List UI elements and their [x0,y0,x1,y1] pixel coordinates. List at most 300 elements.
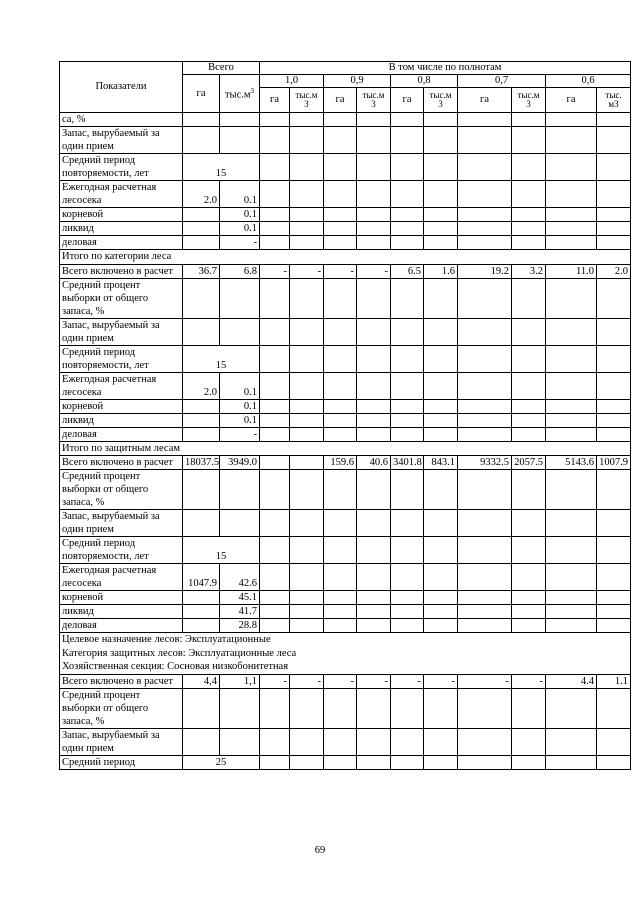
cell-d09_m3 [357,591,391,605]
cell-d06_m3 [597,318,631,345]
cell-d08_ha [391,510,424,537]
table-row [60,127,631,154]
cell-d10_ha [260,688,290,728]
row-label: ликвид [60,605,183,619]
cell-d09_ha [324,688,357,728]
cell-total_ha [183,318,220,345]
density-header: 1,0 [260,75,324,88]
cell-d08_ha: 6.5 [391,264,424,278]
m3-subheader-last [597,88,631,113]
cell-d08_m3 [424,564,458,591]
cell-d10_ha [260,456,290,470]
cell-d10_m3 [290,456,324,470]
cell-d10_ha [260,181,290,208]
cell-d08_m3 [424,537,458,564]
cell-d06_ha [546,154,597,181]
cell-d09_ha [324,113,357,127]
table-row [60,591,631,605]
cell-total_ha: 2.0 [183,372,220,399]
cell-d10_m3 [290,372,324,399]
cell-d08_ha [391,181,424,208]
cell-d10_ha [260,728,290,755]
cell-total_m3: 28.8 [220,619,260,633]
cell-total_ha: 1047.9 [183,564,220,591]
cell-d09_m3 [357,399,391,413]
table-row [60,154,631,181]
cell-d10_ha [260,755,290,769]
cell-d09_m3 [357,427,391,441]
cell-d10_m3 [290,181,324,208]
table-row [60,399,631,413]
row-label: деловая [60,427,183,441]
cell-d09_m3 [357,605,391,619]
cell-d10_m3 [290,113,324,127]
m3-subheader-sup: 3 [304,99,309,109]
cell-total_ha [183,427,220,441]
row-label: Запас, вырубаемый за один прием [60,510,183,537]
row-label: Средний период повторяемости, лет [60,154,183,181]
cell-d09_ha [324,755,357,769]
cell-total_ha [183,127,220,154]
cell-total_m3 [220,470,260,510]
cell-d08_ha [391,372,424,399]
cell-d08_ha [391,591,424,605]
cell-d08_ha [391,688,424,728]
cell-d07_m3 [512,755,546,769]
row-label: Ежегодная расчетная лесосека [60,564,183,591]
row-label: корневой [60,208,183,222]
cell-d08_m3 [424,591,458,605]
cell-d07_m3 [512,222,546,236]
row-label: Всего включено в расчет [60,674,183,688]
cell-total_ha [183,605,220,619]
cell-d06_m3 [597,510,631,537]
row-label: корневой [60,399,183,413]
m3-subheader-text: тыс.м [517,90,540,100]
cell-d06_ha [546,181,597,208]
cell-d06_ha: 4.4 [546,674,597,688]
cell-d07_ha [458,728,512,755]
cell-total_ha [183,688,220,728]
cell-d06_ha [546,564,597,591]
cell-d07_ha [458,127,512,154]
cell-d09_m3 [357,413,391,427]
cell-d06_m3 [597,619,631,633]
cell-total_m3: 1,1 [220,674,260,688]
cell-d07_m3 [512,127,546,154]
cell-d07_m3 [512,427,546,441]
m3-subheader-text: тыс.м [429,90,452,100]
total-merged-cell: 15 [183,537,260,564]
cell-d06_ha [546,222,597,236]
cell-d10_ha: - [260,674,290,688]
cell-d10_m3 [290,236,324,250]
cell-d07_m3 [512,399,546,413]
cell-d08_m3 [424,318,458,345]
cell-d09_m3 [357,222,391,236]
cell-total_ha [183,399,220,413]
cell-d06_m3 [597,278,631,318]
cell-d10_ha: - [260,264,290,278]
cell-d06_ha [546,619,597,633]
m3-subheader-text: тыс.м [295,90,318,100]
cell-d08_ha [391,427,424,441]
table-row [60,413,631,427]
cell-d07_m3 [512,318,546,345]
cell-d09_m3 [357,278,391,318]
cell-d06_ha [546,345,597,372]
cell-total_m3: 0.1 [220,399,260,413]
cell-d10_m3 [290,345,324,372]
cell-d09_ha [324,318,357,345]
cell-d07_ha [458,345,512,372]
cell-d06_ha [546,470,597,510]
table-row [60,688,631,728]
cell-total_ha [183,619,220,633]
cell-d10_m3 [290,591,324,605]
cell-d07_ha [458,154,512,181]
cell-d07_m3 [512,181,546,208]
table-row [60,345,631,372]
cell-total_m3: 0.1 [220,222,260,236]
cell-d08_m3 [424,413,458,427]
cell-d07_m3 [512,605,546,619]
cell-d06_m3: 1.1 [597,674,631,688]
cell-d07_ha [458,564,512,591]
cell-d06_ha [546,413,597,427]
cell-d07_ha [458,113,512,127]
cell-total_m3: 0.1 [220,181,260,208]
cell-d09_ha [324,372,357,399]
cell-d09_m3 [357,318,391,345]
section-row [60,250,631,265]
cell-total_m3: 3949.0 [220,456,260,470]
cell-total_m3: 6.8 [220,264,260,278]
cell-d07_ha [458,208,512,222]
cell-d10_m3 [290,755,324,769]
cell-d09_m3 [357,345,391,372]
ha-subheader: га [324,88,357,113]
cell-d06_ha [546,372,597,399]
table-row [60,674,631,688]
cell-d06_ha [546,427,597,441]
m3-subheader-text: тыс. [605,90,622,100]
cell-d08_ha [391,605,424,619]
cell-d06_m3 [597,372,631,399]
m3-subheader [357,88,391,113]
row-label: ликвид [60,413,183,427]
cell-d07_m3 [512,688,546,728]
cell-total_m3: - [220,427,260,441]
cell-d10_m3 [290,619,324,633]
cell-total_ha [183,591,220,605]
cell-d10_ha [260,345,290,372]
cell-d07_m3 [512,413,546,427]
cell-d09_m3 [357,372,391,399]
cell-total_m3: 41.7 [220,605,260,619]
cell-total_m3: - [220,236,260,250]
cell-total_ha [183,113,220,127]
cell-total_m3: 45.1 [220,591,260,605]
cell-d10_ha [260,222,290,236]
section-heading: Итого по защитным лесам [60,441,631,456]
cell-d09_ha [324,127,357,154]
table-row [60,318,631,345]
cell-d08_ha [391,728,424,755]
cell-d10_m3 [290,728,324,755]
cell-d07_m3 [512,278,546,318]
cell-d08_ha [391,278,424,318]
cell-d09_m3 [357,510,391,537]
cell-d08_ha [391,619,424,633]
cell-d09_ha [324,154,357,181]
ha-subheader: га [458,88,512,113]
cell-d10_ha [260,413,290,427]
section-heading: Итого по категории леса [60,250,631,265]
cell-d09_ha [324,470,357,510]
m3-subheader-text: тыс.м [362,90,385,100]
cell-total_ha: 18037.5 [183,456,220,470]
cell-d06_m3 [597,127,631,154]
cell-d10_m3 [290,127,324,154]
header-row-1 [60,62,631,75]
cell-total_ha [183,278,220,318]
cell-d07_ha: - [458,674,512,688]
cell-d06_ha [546,605,597,619]
cell-d06_m3 [597,605,631,619]
cell-d09_ha: - [324,264,357,278]
row-label: Средний процент выборки от общего запаса, % [60,470,183,510]
cell-d08_m3 [424,181,458,208]
cell-d06_m3 [597,181,631,208]
row-label: Всего включено в расчет [60,264,183,278]
cell-d09_m3: 40.6 [357,456,391,470]
cell-d06_m3: 2.0 [597,264,631,278]
cell-total_ha [183,222,220,236]
row-label: Запас, вырубаемый за один прием [60,318,183,345]
table-row [60,181,631,208]
cell-d07_m3 [512,470,546,510]
cell-d06_ha [546,113,597,127]
cell-d07_ha [458,591,512,605]
cell-d10_ha [260,154,290,181]
table-row [60,222,631,236]
cell-d10_ha [260,278,290,318]
cell-d08_m3 [424,619,458,633]
total-merged-cell: 25 [183,755,260,769]
cell-d10_ha [260,537,290,564]
cell-d07_ha [458,755,512,769]
cell-d07_m3 [512,619,546,633]
cell-total_ha [183,728,220,755]
cell-d07_ha [458,181,512,208]
cell-d10_m3 [290,318,324,345]
total-m3-label: тыс. [224,89,244,101]
cell-d07_m3: 2057.5 [512,456,546,470]
cell-d08_m3 [424,470,458,510]
cell-d10_m3 [290,208,324,222]
cell-total_m3 [220,510,260,537]
table-row [60,113,631,127]
cell-d10_ha [260,372,290,399]
cell-d09_ha [324,222,357,236]
cell-d10_m3 [290,278,324,318]
table-row [60,755,631,769]
cell-d10_m3 [290,470,324,510]
row-label: деловая [60,236,183,250]
cell-d09_ha [324,413,357,427]
cell-d06_ha [546,208,597,222]
cell-d09_m3 [357,127,391,154]
cell-d09_m3 [357,619,391,633]
cell-total_ha: 4,4 [183,674,220,688]
section-heading: Целевое назначение лесов: Эксплуатационные Категория защитных лесов: Эксплуатационные леса Хозяйственная секция: Сосновая низкобонитетная [60,633,631,675]
cell-d08_m3 [424,278,458,318]
row-label: Средний процент выборки от общего запаса, % [60,278,183,318]
cell-d07_ha: 19.2 [458,264,512,278]
cell-d08_ha [391,127,424,154]
cell-d10_m3 [290,564,324,591]
cell-d06_ha [546,755,597,769]
m3-subheader-sup: м3 [608,99,619,109]
cell-d08_ha [391,208,424,222]
total-header: Всего [183,62,260,75]
total-ha-header: га [183,75,220,113]
cell-d08_ha [391,413,424,427]
cell-d06_ha [546,688,597,728]
m3-subheader-sup: 3 [371,99,376,109]
table-row [60,470,631,510]
cell-d07_m3 [512,372,546,399]
cell-d06_m3 [597,728,631,755]
cell-d09_m3 [357,208,391,222]
cell-d08_m3 [424,688,458,728]
cell-d07_ha [458,399,512,413]
cell-d08_ha [391,755,424,769]
cell-d07_m3: - [512,674,546,688]
by-density-header: В том числе по полнотам [260,62,631,75]
cell-d08_m3 [424,127,458,154]
cell-d10_ha [260,605,290,619]
cell-d07_m3: 3.2 [512,264,546,278]
cell-d08_ha [391,236,424,250]
cell-d07_ha [458,222,512,236]
ha-subheader: га [391,88,424,113]
row-label: Ежегодная расчетная лесосека [60,181,183,208]
section-row [60,633,631,675]
density-header: 0,6 [546,75,631,88]
table-row [60,208,631,222]
cell-d08_m3 [424,154,458,181]
cell-d08_m3 [424,372,458,399]
cell-d10_ha [260,113,290,127]
cell-d07_ha [458,619,512,633]
table-row [60,619,631,633]
cell-d07_ha [458,413,512,427]
table-row [60,236,631,250]
cell-d09_ha: 159.6 [324,456,357,470]
cell-d07_ha [458,278,512,318]
cell-total_m3: 42.6 [220,564,260,591]
cell-d09_m3 [357,154,391,181]
cell-d08_m3 [424,399,458,413]
cell-d08_m3 [424,510,458,537]
cell-d08_m3: 843.1 [424,456,458,470]
cell-d07_m3 [512,591,546,605]
cell-d09_ha [324,605,357,619]
cell-d10_m3 [290,399,324,413]
m3-subheader-sup: 3 [526,99,531,109]
cell-d09_ha [324,510,357,537]
cell-d07_m3 [512,537,546,564]
cell-d09_m3 [357,537,391,564]
cell-d09_ha [324,236,357,250]
table-row [60,728,631,755]
cell-d06_ha: 11.0 [546,264,597,278]
cell-d08_ha [391,222,424,236]
cell-d07_m3 [512,345,546,372]
table-row [60,456,631,470]
table-row [60,264,631,278]
cell-d08_m3: - [424,674,458,688]
cell-d09_m3: - [357,264,391,278]
cell-d08_m3 [424,345,458,372]
cell-total_ha: 36.7 [183,264,220,278]
cell-d08_ha [391,318,424,345]
cell-d06_ha [546,591,597,605]
cell-d07_m3 [512,564,546,591]
cell-d10_ha [260,399,290,413]
cell-d10_m3 [290,154,324,181]
cell-d06_m3 [597,113,631,127]
cell-total_ha [183,510,220,537]
table-row [60,537,631,564]
cell-d08_ha [391,537,424,564]
cell-d07_ha [458,605,512,619]
cell-d07_ha [458,510,512,537]
cell-total_m3: 0.1 [220,413,260,427]
cell-d10_ha [260,564,290,591]
cell-d10_ha [260,510,290,537]
cell-d07_ha [458,427,512,441]
cell-d06_ha [546,236,597,250]
cell-d08_m3 [424,236,458,250]
cell-total_m3: 0.1 [220,208,260,222]
total-m3-sup: 3 [250,87,255,96]
cell-d06_ha [546,318,597,345]
cell-d08_ha [391,113,424,127]
cell-total_ha [183,236,220,250]
cell-d06_m3 [597,222,631,236]
cell-d06_ha [546,728,597,755]
cell-d09_m3 [357,181,391,208]
cell-total_m3 [220,127,260,154]
cell-d10_m3: - [290,264,324,278]
cell-d09_m3 [357,236,391,250]
cell-d07_m3 [512,113,546,127]
cell-d07_ha [458,537,512,564]
cell-total_m3 [220,728,260,755]
cell-d08_m3 [424,755,458,769]
cell-d10_ha [260,318,290,345]
row-label: Ежегодная расчетная лесосека [60,372,183,399]
cell-d08_ha [391,154,424,181]
cell-d10_m3 [290,222,324,236]
row-label: Средний процент выборки от общего запаса, % [60,688,183,728]
cell-d06_m3 [597,537,631,564]
cell-d06_m3 [597,564,631,591]
cell-d08_ha [391,564,424,591]
